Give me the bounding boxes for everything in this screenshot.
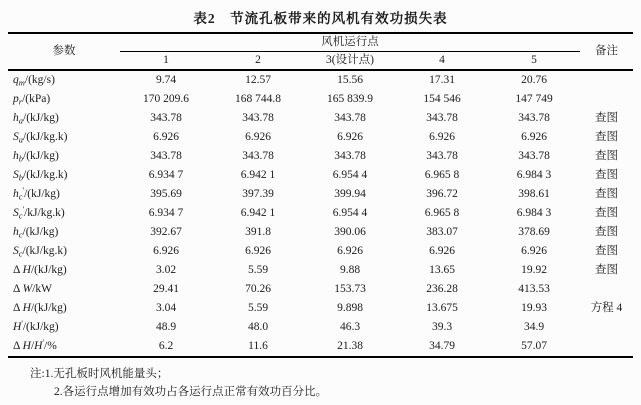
value-cell: 5.59 xyxy=(247,302,269,314)
value-cell: 6.954 4 xyxy=(332,207,368,219)
remark-cell: 查图 xyxy=(595,112,618,124)
value-cell: 397.39 xyxy=(242,188,274,200)
remark-cell: 查图 xyxy=(595,207,618,219)
table-title: 表2 节流孔板带来的风机有效功损失表 xyxy=(193,11,448,26)
value-cell: 29.41 xyxy=(153,283,179,295)
param-label: $S_c/(kJ/kg.k)$ xyxy=(13,245,67,259)
value-cell: 6.965 8 xyxy=(424,169,460,181)
value-cell: 19.93 xyxy=(521,302,547,314)
remark-cell: 查图 xyxy=(595,245,618,257)
table-row xyxy=(8,337,633,357)
value-cell: 343.78 xyxy=(242,150,274,162)
header-point-4: 4 xyxy=(396,52,488,71)
value-cell: 6.926 xyxy=(337,245,363,257)
table-row xyxy=(8,280,633,299)
value-cell: 6.942 1 xyxy=(240,207,276,219)
value-cell: 396.72 xyxy=(426,188,458,200)
value-cell: 6.934 7 xyxy=(148,207,184,219)
param-label: Δ H/H'/% xyxy=(13,337,57,352)
value-cell: 6.984 3 xyxy=(516,169,552,181)
value-cell: 9.88 xyxy=(339,264,361,276)
value-cell: 378.69 xyxy=(518,226,550,238)
value-cell: 343.78 xyxy=(334,112,366,124)
param-label: $p_r/(kPa)$ xyxy=(13,93,51,107)
param-label: $q_m/(kg/s)$ xyxy=(13,74,55,88)
table-row xyxy=(8,90,633,109)
value-cell: 12.57 xyxy=(245,74,271,86)
value-cell: 343.78 xyxy=(150,150,182,162)
value-cell: 20.76 xyxy=(521,74,547,86)
value-cell: 413.53 xyxy=(518,283,550,295)
value-cell: 11.6 xyxy=(248,340,268,352)
value-cell: 343.78 xyxy=(518,112,550,124)
value-cell: 170 209.6 xyxy=(143,93,189,105)
header-operating-points-group: 风机运行点 xyxy=(120,33,580,52)
value-cell: 46.3 xyxy=(339,321,361,333)
value-cell: 6.942 1 xyxy=(240,169,276,181)
table-row xyxy=(8,185,633,204)
remark-cell: 查图 xyxy=(595,169,618,181)
value-cell: 153.73 xyxy=(334,283,366,295)
param-label: $S_c'/kJ/kg.k$) xyxy=(13,204,65,221)
header-remark: 备注 xyxy=(580,33,633,70)
value-cell: 39.3 xyxy=(431,321,453,333)
value-cell: 57.07 xyxy=(521,340,547,352)
value-cell: 9.898 xyxy=(337,302,363,314)
value-cell: 13.65 xyxy=(429,264,455,276)
remark-cell xyxy=(580,280,633,299)
table-row xyxy=(8,242,633,261)
remark-cell: 查图 xyxy=(595,188,618,200)
value-cell: 19.92 xyxy=(521,264,547,276)
value-cell: 6.934 7 xyxy=(148,169,184,181)
remark-cell: 查图 xyxy=(595,226,618,238)
value-cell: 6.965 8 xyxy=(424,207,460,219)
param-label: $h_c'/(kJ/kg)$ xyxy=(13,185,60,202)
header-row-group xyxy=(8,33,633,52)
table-row xyxy=(8,204,633,223)
param-label: Δ W/kW xyxy=(13,283,53,295)
param-label: $h_c/(kJ/kg)$ xyxy=(13,226,59,240)
value-cell: 343.78 xyxy=(334,150,366,162)
value-cell: 6.926 xyxy=(245,245,271,257)
value-cell: 70.26 xyxy=(245,283,271,295)
value-cell: 6.926 xyxy=(153,131,179,143)
value-cell: 165 839.9 xyxy=(327,93,373,105)
value-cell: 390.06 xyxy=(334,226,366,238)
table-row xyxy=(8,261,633,280)
note-line-2: 2.各运行点增加有效功占各运行点正常有效功百分比。 xyxy=(54,386,328,399)
note-line-1: 注:1.无孔板时风机能量头； xyxy=(30,368,169,380)
value-cell: 343.78 xyxy=(518,150,550,162)
param-label: $S_a/(kJ/kg.k)$ xyxy=(13,131,68,145)
value-cell: 3.04 xyxy=(155,302,177,314)
value-cell: 34.79 xyxy=(429,340,455,352)
remark-cell xyxy=(580,70,633,90)
remark-cell: 方程 4 xyxy=(590,302,623,314)
value-cell: 168 744.8 xyxy=(235,93,281,105)
table-row xyxy=(8,128,633,147)
header-point-1: 1 xyxy=(120,52,212,71)
value-cell: 392.67 xyxy=(150,226,182,238)
value-cell: 398.61 xyxy=(518,188,550,200)
table-row xyxy=(8,299,633,318)
value-cell: 5.59 xyxy=(247,264,269,276)
param-label: H'/(kJ/kg) xyxy=(13,318,59,333)
value-cell: 17.31 xyxy=(429,74,455,86)
value-cell: 6.926 xyxy=(337,131,363,143)
remark-cell: 查图 xyxy=(595,150,618,162)
table-body xyxy=(8,70,633,357)
value-cell: 21.38 xyxy=(337,340,363,352)
value-cell: 48.0 xyxy=(247,321,269,333)
table-header xyxy=(8,33,633,70)
value-cell: 13.675 xyxy=(426,302,458,314)
param-label: $h_a/(kJ/kg)$ xyxy=(13,112,59,126)
value-cell: 6.954 4 xyxy=(332,169,368,181)
value-cell: 34.9 xyxy=(523,321,545,333)
value-cell: 147 749 xyxy=(515,93,553,105)
table-row xyxy=(8,109,633,128)
value-cell: 343.78 xyxy=(426,112,458,124)
table-row xyxy=(8,223,633,242)
value-cell: 399.94 xyxy=(334,188,366,200)
header-param: 参数 xyxy=(8,33,120,70)
value-cell: 3.02 xyxy=(155,264,177,276)
value-cell: 236.28 xyxy=(426,283,458,295)
value-cell: 6.926 xyxy=(153,245,179,257)
value-cell: 6.926 xyxy=(429,131,455,143)
value-cell: 15.56 xyxy=(337,74,363,86)
value-cell: 154 546 xyxy=(423,93,461,105)
value-cell: 6.926 xyxy=(521,131,547,143)
header-point-2: 2 xyxy=(212,52,304,71)
data-table xyxy=(8,32,633,358)
notes xyxy=(30,365,641,402)
value-cell: 343.78 xyxy=(426,150,458,162)
value-cell: 383.07 xyxy=(426,226,458,238)
value-cell: 6.926 xyxy=(521,245,547,257)
table-row xyxy=(8,147,633,166)
value-cell: 6.2 xyxy=(158,340,174,352)
param-label: $S_b/(kJ/kg.k)$ xyxy=(13,169,68,183)
value-cell: 6.984 3 xyxy=(516,207,552,219)
value-cell: 395.69 xyxy=(150,188,182,200)
remark-cell xyxy=(580,318,633,337)
param-label: $h_b/(kJ/kg)$ xyxy=(13,150,59,164)
value-cell: 391.8 xyxy=(245,226,271,238)
value-cell: 9.74 xyxy=(155,74,177,86)
value-cell: 48.9 xyxy=(155,321,177,333)
table-row xyxy=(8,166,633,185)
remark-cell xyxy=(580,90,633,109)
value-cell: 343.78 xyxy=(150,112,182,124)
header-point-5: 5 xyxy=(488,52,580,71)
param-label: Δ H/(kJ/kg) xyxy=(13,302,67,314)
param-label: Δ H/(kJ/kg) xyxy=(13,264,67,276)
value-cell: 6.926 xyxy=(429,245,455,257)
header-point-3: 3(设计点) xyxy=(304,52,396,71)
value-cell: 6.926 xyxy=(245,131,271,143)
table-row xyxy=(8,318,633,337)
remark-cell: 查图 xyxy=(595,131,618,143)
value-cell: 343.78 xyxy=(242,112,274,124)
table-row xyxy=(8,70,633,90)
remark-cell: 查图 xyxy=(595,264,618,276)
remark-cell xyxy=(580,337,633,357)
